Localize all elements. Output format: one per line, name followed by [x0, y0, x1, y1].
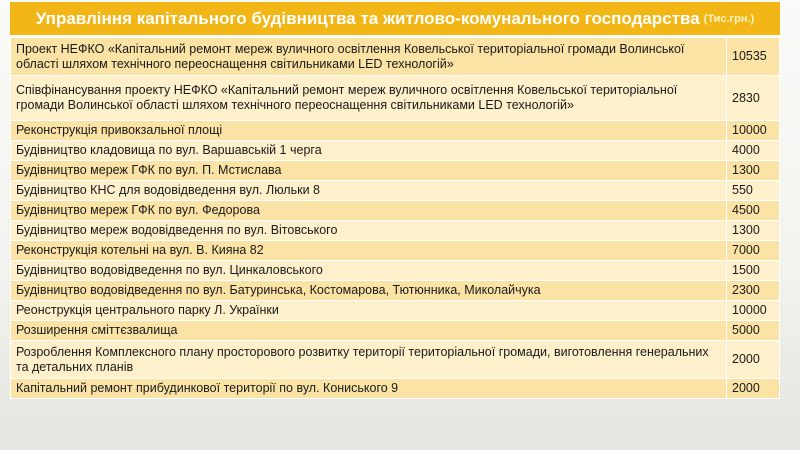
table-row — [11, 201, 780, 221]
project-name: Будівництво мереж ГФК по вул. П. Мстислава — [11, 161, 727, 181]
table-row — [11, 76, 780, 121]
table-row — [11, 241, 780, 261]
page-title: Управління капітального будівництва та житлово-комунального господарства — [35, 8, 700, 28]
project-amount: 10535 — [727, 38, 780, 76]
project-name: Розширення сміттєзвалища — [11, 321, 727, 341]
table-row — [11, 379, 780, 399]
table-row — [11, 221, 780, 241]
project-amount: 2300 — [727, 281, 780, 301]
project-amount: 5000 — [727, 321, 780, 341]
project-amount: 1300 — [727, 221, 780, 241]
project-amount: 550 — [727, 181, 780, 201]
table-row — [11, 261, 780, 281]
project-name: Будівництво кладовища по вул. Варшавській 1 черга — [11, 141, 727, 161]
project-amount: 10000 — [727, 301, 780, 321]
project-name: Реконструкція котельні на вул. В. Кияна 82 — [11, 241, 727, 261]
project-name: Реконструкція привокзальної площі — [11, 121, 727, 141]
project-name: Проект НЕФКО «Капітальний ремонт мереж вуличного освітлення Ковельської територіальної громади Волинської області шляхом технічного переоснащення світильниками LED технологій» — [11, 38, 727, 76]
project-name: Будівництво водовідведення по вул. Батуринська, Костомарова, Тютюнника, Миколайчука — [11, 281, 727, 301]
unit-label: (Тис.грн.) — [703, 12, 755, 25]
project-name: Будівництво мереж ГФК по вул. Федорова — [11, 201, 727, 221]
project-name: Будівництво КНС для водовідведення вул. Люльки 8 — [11, 181, 727, 201]
project-amount: 1300 — [727, 161, 780, 181]
table-row — [11, 301, 780, 321]
table-row — [11, 181, 780, 201]
project-name: Капітальний ремонт прибудинкової території по вул. Кониського 9 — [11, 379, 727, 399]
project-amount: 2000 — [727, 341, 780, 379]
project-amount: 1500 — [727, 261, 780, 281]
project-amount: 4000 — [727, 141, 780, 161]
project-name: Будівництво водовідведення по вул. Цинкаловського — [11, 261, 727, 281]
table-row — [11, 341, 780, 379]
project-name: Реонструкція центрального парку Л. Українки — [11, 301, 727, 321]
project-amount: 4500 — [727, 201, 780, 221]
project-amount: 7000 — [727, 241, 780, 261]
table-row — [11, 38, 780, 76]
table-row — [11, 141, 780, 161]
table-row — [11, 121, 780, 141]
title-bar — [10, 2, 780, 35]
project-name: Будівництво мереж водовідведення по вул. Вітовського — [11, 221, 727, 241]
project-name: Співфінансування проекту НЕФКО «Капітальний ремонт мереж вуличного освітлення Ковельської територіальної громади Волинської області шляхом технічного переоснащення світильниками LED технологій» — [11, 76, 727, 121]
project-amount: 10000 — [727, 121, 780, 141]
table-row — [11, 281, 780, 301]
project-name: Розроблення Комплексного плану просторового розвитку території територіальної громади, виготовлення генеральних та детальних планів — [11, 341, 727, 379]
table-row — [11, 161, 780, 181]
project-amount: 2000 — [727, 379, 780, 399]
project-amount: 2830 — [727, 76, 780, 121]
table-row — [11, 321, 780, 341]
projects-table — [10, 37, 780, 399]
